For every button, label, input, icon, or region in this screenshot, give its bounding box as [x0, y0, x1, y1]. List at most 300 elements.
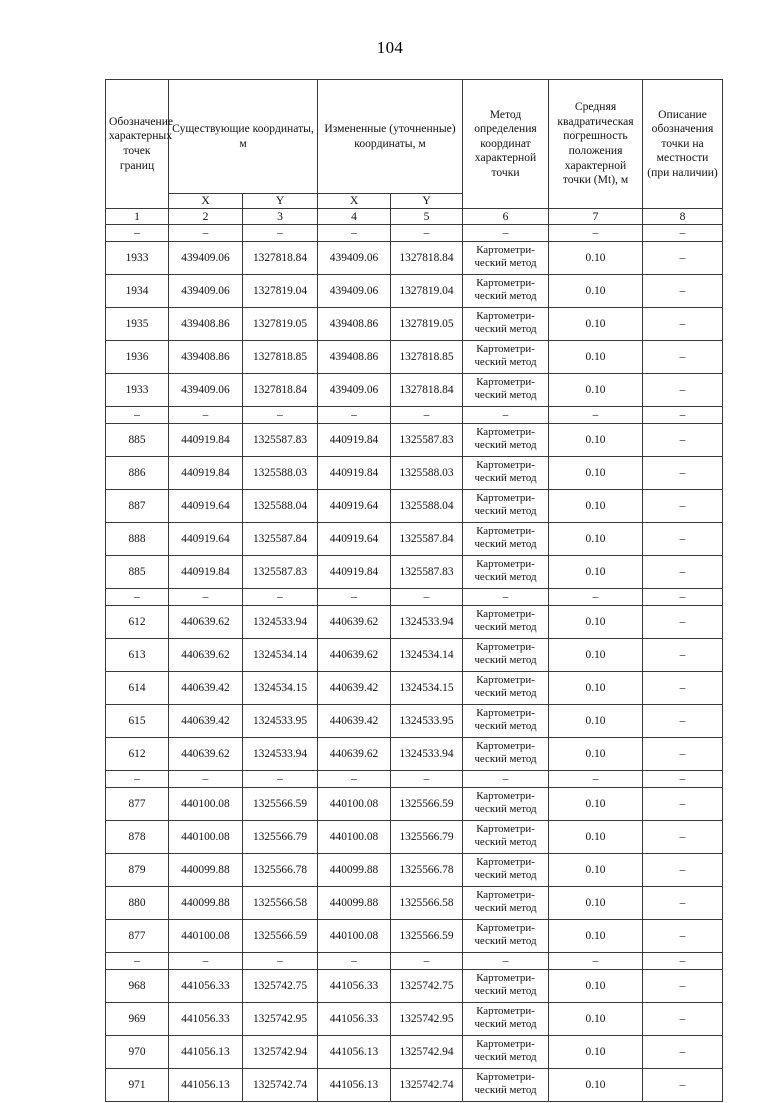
method-line-1: Картометри- — [476, 707, 535, 719]
cell-mean-square-error: 0.10 — [549, 490, 643, 523]
cell-point-description: – — [643, 556, 723, 589]
table-separator-row — [106, 225, 723, 242]
cell-changed-x: 440100.08 — [318, 821, 391, 854]
dash-mark: – — [423, 591, 430, 603]
cell-changed-x: 440639.42 — [318, 705, 391, 738]
cell-mean-square-error: 0.10 — [549, 556, 643, 589]
dash-mark: – — [502, 773, 509, 785]
header-changed-x: X — [318, 194, 391, 209]
dash-mark: – — [423, 409, 430, 421]
cell-point-number: 613 — [106, 639, 169, 672]
cell-changed-x: 440919.64 — [318, 523, 391, 556]
method-line-2: ческий метод — [474, 935, 537, 948]
table-row — [106, 1036, 723, 1069]
cell-determination-method — [463, 738, 549, 771]
cell-point-description: – — [643, 738, 723, 771]
method-line-2: ческий метод — [474, 290, 537, 303]
cell-changed-y: 1324533.94 — [391, 738, 463, 771]
separator-cell — [643, 589, 723, 606]
cell-mean-square-error: 0.10 — [549, 1036, 643, 1069]
cell-changed-y: 1325742.75 — [391, 970, 463, 1003]
cell-determination-method — [463, 606, 549, 639]
header-changed-y: Y — [391, 194, 463, 209]
column-number-8: 8 — [643, 209, 723, 225]
cell-changed-y: 1325566.59 — [391, 920, 463, 953]
separator-cell — [243, 407, 318, 424]
cell-determination-method — [463, 523, 549, 556]
cell-existing-y: 1325588.04 — [243, 490, 318, 523]
method-line-2: ческий метод — [474, 1018, 537, 1031]
cell-point-description: – — [643, 341, 723, 374]
coordinates-table-container — [105, 79, 722, 1102]
dash-mark: – — [134, 591, 140, 603]
cell-point-number: 969 — [106, 1003, 169, 1036]
table-row — [106, 854, 723, 887]
header-existing-y: Y — [243, 194, 318, 209]
dash-mark: – — [351, 955, 357, 967]
cell-mean-square-error: 0.10 — [549, 705, 643, 738]
separator-cell — [318, 953, 391, 970]
dash-mark: – — [502, 955, 509, 967]
cell-determination-method — [463, 1003, 549, 1036]
cell-changed-y: 1325587.83 — [391, 556, 463, 589]
dash-mark: – — [202, 409, 209, 421]
cell-existing-x: 440919.64 — [169, 523, 243, 556]
cell-changed-x: 441056.33 — [318, 1003, 391, 1036]
cell-existing-y: 1325587.83 — [243, 424, 318, 457]
separator-cell — [463, 953, 549, 970]
method-line-2: ческий метод — [474, 753, 537, 766]
method-line-1: Картометри- — [476, 310, 535, 322]
separator-cell — [243, 771, 318, 788]
dash-mark: – — [134, 955, 140, 967]
table-row — [106, 1003, 723, 1036]
table-row — [106, 788, 723, 821]
method-line-1: Картометри- — [476, 1071, 535, 1083]
cell-existing-y: 1324533.94 — [243, 738, 318, 771]
dash-mark: – — [502, 227, 509, 239]
cell-determination-method — [463, 1036, 549, 1069]
table-row — [106, 970, 723, 1003]
method-line-2: ческий метод — [474, 439, 537, 452]
separator-cell — [106, 953, 169, 970]
cell-mean-square-error: 0.10 — [549, 1003, 643, 1036]
cell-mean-square-error: 0.10 — [549, 606, 643, 639]
cell-determination-method — [463, 788, 549, 821]
method-line-1: Картометри- — [476, 674, 535, 686]
cell-point-description: – — [643, 705, 723, 738]
cell-changed-y: 1325566.79 — [391, 821, 463, 854]
cell-point-description: – — [643, 275, 723, 308]
cell-existing-y: 1327818.85 — [243, 341, 318, 374]
cell-mean-square-error: 0.10 — [549, 1069, 643, 1102]
cell-existing-y: 1325566.58 — [243, 887, 318, 920]
dash-mark: – — [679, 591, 686, 603]
method-line-2: ческий метод — [474, 356, 537, 369]
method-line-2: ческий метод — [474, 472, 537, 485]
cell-existing-x: 440919.84 — [169, 457, 243, 490]
cell-determination-method — [463, 672, 549, 705]
cell-changed-y: 1325587.83 — [391, 424, 463, 457]
separator-cell — [169, 771, 243, 788]
cell-point-description: – — [643, 490, 723, 523]
cell-determination-method — [463, 854, 549, 887]
cell-mean-square-error: 0.10 — [549, 523, 643, 556]
cell-existing-y: 1327818.84 — [243, 374, 318, 407]
cell-changed-y: 1325742.95 — [391, 1003, 463, 1036]
dash-mark: – — [592, 591, 599, 603]
cell-changed-y: 1327819.04 — [391, 275, 463, 308]
method-line-1: Картометри- — [476, 740, 535, 752]
page-number: 104 — [376, 38, 404, 57]
separator-cell — [169, 407, 243, 424]
dash-mark: – — [502, 409, 509, 421]
cell-point-number: 1935 — [106, 308, 169, 341]
cell-existing-x: 440639.42 — [169, 705, 243, 738]
cell-existing-y: 1327819.05 — [243, 308, 318, 341]
separator-cell — [106, 407, 169, 424]
cell-changed-y: 1325566.78 — [391, 854, 463, 887]
dash-mark: – — [351, 227, 357, 239]
dash-mark: – — [502, 591, 509, 603]
separator-cell — [318, 771, 391, 788]
cell-changed-y: 1325566.59 — [391, 788, 463, 821]
cell-existing-y: 1325566.59 — [243, 788, 318, 821]
cell-changed-y: 1324533.94 — [391, 606, 463, 639]
method-line-1: Картометри- — [476, 856, 535, 868]
cell-changed-y: 1325566.58 — [391, 887, 463, 920]
cell-existing-x: 441056.33 — [169, 970, 243, 1003]
cell-existing-x: 440099.88 — [169, 887, 243, 920]
separator-cell — [643, 225, 723, 242]
method-line-1: Картометри- — [476, 277, 535, 289]
cell-mean-square-error: 0.10 — [549, 887, 643, 920]
header-determination-method-text: Метод определения координат характерной точки — [474, 107, 537, 179]
separator-cell — [643, 953, 723, 970]
separator-cell — [549, 225, 643, 242]
cell-changed-x: 440100.08 — [318, 788, 391, 821]
dash-mark: – — [592, 227, 599, 239]
cell-mean-square-error: 0.10 — [549, 672, 643, 705]
cell-existing-y: 1327818.84 — [243, 242, 318, 275]
header-row-groups — [106, 80, 723, 194]
separator-cell — [243, 589, 318, 606]
dash-mark: – — [202, 591, 209, 603]
cell-determination-method — [463, 374, 549, 407]
cell-changed-y: 1325742.74 — [391, 1069, 463, 1102]
method-line-2: ческий метод — [474, 389, 537, 402]
cell-determination-method — [463, 242, 549, 275]
cell-point-number: 971 — [106, 1069, 169, 1102]
table-row — [106, 374, 723, 407]
cell-determination-method — [463, 457, 549, 490]
column-number-2: 2 — [169, 209, 243, 225]
separator-cell — [106, 589, 169, 606]
cell-determination-method — [463, 639, 549, 672]
column-number-5: 5 — [391, 209, 463, 225]
table-separator-row — [106, 771, 723, 788]
cell-point-number: 887 — [106, 490, 169, 523]
cell-changed-y: 1324534.14 — [391, 639, 463, 672]
method-line-2: ческий метод — [474, 1051, 537, 1064]
method-line-2: ческий метод — [474, 803, 537, 816]
separator-cell — [391, 225, 463, 242]
dash-mark: – — [679, 773, 686, 785]
method-line-1: Картометри- — [476, 558, 535, 570]
dash-mark: – — [592, 409, 599, 421]
cell-existing-x: 440639.62 — [169, 738, 243, 771]
cell-point-description: – — [643, 639, 723, 672]
dash-mark: – — [679, 955, 686, 967]
separator-cell — [463, 589, 549, 606]
cell-changed-y: 1327819.05 — [391, 308, 463, 341]
cell-changed-x: 440919.84 — [318, 457, 391, 490]
cell-mean-square-error: 0.10 — [549, 242, 643, 275]
cell-changed-x: 439409.06 — [318, 242, 391, 275]
column-number-7: 7 — [549, 209, 643, 225]
cell-point-number: 968 — [106, 970, 169, 1003]
cell-existing-x: 440919.64 — [169, 490, 243, 523]
column-number-4: 4 — [318, 209, 391, 225]
cell-determination-method — [463, 887, 549, 920]
column-number-6: 6 — [463, 209, 549, 225]
cell-point-number: 1933 — [106, 374, 169, 407]
dash-mark: – — [277, 955, 283, 967]
cell-existing-x: 440919.84 — [169, 556, 243, 589]
separator-cell — [243, 953, 318, 970]
separator-cell — [463, 225, 549, 242]
dash-mark: – — [202, 227, 209, 239]
method-line-2: ческий метод — [474, 836, 537, 849]
header-changed-coordinates — [318, 80, 463, 194]
cell-determination-method — [463, 490, 549, 523]
cell-existing-y: 1325587.84 — [243, 523, 318, 556]
column-number-1: 1 — [106, 209, 169, 225]
cell-point-number: 877 — [106, 788, 169, 821]
cell-determination-method — [463, 970, 549, 1003]
header-point-designation — [106, 80, 174, 209]
method-line-2: ческий метод — [474, 621, 537, 634]
cell-changed-y: 1325742.94 — [391, 1036, 463, 1069]
cell-point-description: – — [643, 821, 723, 854]
method-line-2: ческий метод — [474, 985, 537, 998]
dash-mark: – — [202, 955, 209, 967]
table-header — [106, 80, 723, 225]
table-row — [106, 490, 723, 523]
method-line-2: ческий метод — [474, 505, 537, 518]
cell-point-description: – — [643, 374, 723, 407]
table-row — [106, 606, 723, 639]
header-mean-square-error-text: Средняя квадратическая погрешность положения характерной точки (Mt), м — [557, 100, 634, 187]
separator-cell — [391, 953, 463, 970]
cell-point-number: 614 — [106, 672, 169, 705]
separator-cell — [549, 589, 643, 606]
cell-changed-y: 1324533.95 — [391, 705, 463, 738]
cell-existing-x: 440639.62 — [169, 639, 243, 672]
cell-point-description: – — [643, 424, 723, 457]
separator-cell — [391, 771, 463, 788]
dash-mark: – — [679, 409, 686, 421]
method-line-2: ческий метод — [474, 902, 537, 915]
cell-mean-square-error: 0.10 — [549, 821, 643, 854]
header-determination-method — [463, 80, 549, 209]
dash-mark: – — [592, 773, 599, 785]
separator-cell — [106, 771, 169, 788]
separator-cell — [549, 771, 643, 788]
method-line-2: ческий метод — [474, 1084, 537, 1097]
separator-cell — [318, 589, 391, 606]
cell-changed-y: 1324534.15 — [391, 672, 463, 705]
cell-existing-y: 1325742.94 — [243, 1036, 318, 1069]
header-changed-coordinates-text: Измененные (уточненные) координаты, м — [324, 121, 456, 150]
table-row — [106, 821, 723, 854]
dash-mark: – — [134, 227, 140, 239]
dash-mark: – — [592, 955, 599, 967]
cell-mean-square-error: 0.10 — [549, 308, 643, 341]
cell-determination-method — [463, 308, 549, 341]
cell-point-description: – — [643, 457, 723, 490]
header-mean-square-error — [549, 80, 643, 209]
dash-mark: – — [202, 773, 209, 785]
cell-changed-x: 439409.06 — [318, 275, 391, 308]
cell-existing-y: 1325588.03 — [243, 457, 318, 490]
cell-changed-x: 441056.33 — [318, 970, 391, 1003]
cell-changed-x: 439408.86 — [318, 341, 391, 374]
header-existing-coordinates — [169, 80, 318, 194]
table-row — [106, 672, 723, 705]
cell-existing-x: 440100.08 — [169, 821, 243, 854]
cell-mean-square-error: 0.10 — [549, 788, 643, 821]
cell-point-description: – — [643, 672, 723, 705]
cell-existing-y: 1324534.15 — [243, 672, 318, 705]
dash-mark: – — [423, 955, 430, 967]
header-existing-x: X — [169, 194, 243, 209]
method-line-2: ческий метод — [474, 538, 537, 551]
method-line-1: Картометри- — [476, 426, 535, 438]
dash-mark: – — [679, 227, 686, 239]
method-line-1: Картометри- — [476, 343, 535, 355]
cell-point-description: – — [643, 308, 723, 341]
cell-determination-method — [463, 1069, 549, 1102]
cell-changed-x: 440099.88 — [318, 854, 391, 887]
cell-mean-square-error: 0.10 — [549, 854, 643, 887]
cell-changed-y: 1325588.04 — [391, 490, 463, 523]
dash-mark: – — [277, 227, 283, 239]
cell-existing-x: 440100.08 — [169, 920, 243, 953]
cell-existing-y: 1324533.94 — [243, 606, 318, 639]
table-body — [106, 225, 723, 1102]
separator-cell — [106, 225, 169, 242]
table-row — [106, 920, 723, 953]
cell-point-description: – — [643, 1036, 723, 1069]
cell-point-description: – — [643, 1003, 723, 1036]
cell-changed-y: 1327818.85 — [391, 341, 463, 374]
method-line-2: ческий метод — [474, 571, 537, 584]
cell-existing-x: 441056.13 — [169, 1036, 243, 1069]
cell-existing-x: 439409.06 — [169, 374, 243, 407]
cell-existing-y: 1325566.59 — [243, 920, 318, 953]
separator-cell — [243, 225, 318, 242]
separator-cell — [549, 407, 643, 424]
cell-changed-x: 441056.13 — [318, 1069, 391, 1102]
table-row — [106, 639, 723, 672]
cell-mean-square-error: 0.10 — [549, 738, 643, 771]
cell-determination-method — [463, 341, 549, 374]
method-line-1: Картометри- — [476, 1005, 535, 1017]
dash-mark: – — [134, 773, 140, 785]
cell-existing-y: 1325742.74 — [243, 1069, 318, 1102]
cell-point-number: 879 — [106, 854, 169, 887]
cell-point-number: 877 — [106, 920, 169, 953]
method-line-1: Картометри- — [476, 376, 535, 388]
cell-existing-y: 1324534.14 — [243, 639, 318, 672]
table-row — [106, 242, 723, 275]
cell-existing-x: 439409.06 — [169, 275, 243, 308]
header-existing-coordinates-text: Существующие координаты, м — [172, 121, 314, 150]
cell-existing-x: 439408.86 — [169, 308, 243, 341]
cell-point-number: 885 — [106, 424, 169, 457]
cell-point-number: 885 — [106, 556, 169, 589]
separator-cell — [169, 589, 243, 606]
cell-point-number: 886 — [106, 457, 169, 490]
cell-determination-method — [463, 821, 549, 854]
cell-existing-y: 1325566.78 — [243, 854, 318, 887]
method-line-1: Картометри- — [476, 641, 535, 653]
cell-mean-square-error: 0.10 — [549, 970, 643, 1003]
method-line-2: ческий метод — [474, 257, 537, 270]
dash-mark: – — [277, 773, 283, 785]
method-line-1: Картометри- — [476, 889, 535, 901]
method-line-1: Картометри- — [476, 972, 535, 984]
dash-mark: – — [277, 591, 283, 603]
method-line-2: ческий метод — [474, 654, 537, 667]
cell-mean-square-error: 0.10 — [549, 424, 643, 457]
cell-point-number: 970 — [106, 1036, 169, 1069]
table-row — [106, 738, 723, 771]
cell-point-number: 1933 — [106, 242, 169, 275]
header-row-numbering — [106, 209, 723, 225]
cell-point-description: – — [643, 920, 723, 953]
cell-changed-x: 440099.88 — [318, 887, 391, 920]
method-line-1: Картометри- — [476, 790, 535, 802]
cell-changed-x: 440639.62 — [318, 738, 391, 771]
cell-point-number: 880 — [106, 887, 169, 920]
cell-point-number: 1936 — [106, 341, 169, 374]
method-line-1: Картометри- — [476, 459, 535, 471]
table-row — [106, 523, 723, 556]
cell-point-number: 612 — [106, 738, 169, 771]
cell-point-description: – — [643, 887, 723, 920]
cell-determination-method — [463, 556, 549, 589]
cell-changed-y: 1325588.03 — [391, 457, 463, 490]
method-line-2: ческий метод — [474, 869, 537, 882]
method-line-1: Картометри- — [476, 1038, 535, 1050]
cell-existing-y: 1327819.04 — [243, 275, 318, 308]
cell-mean-square-error: 0.10 — [549, 639, 643, 672]
table-separator-row — [106, 953, 723, 970]
method-line-1: Картометри- — [476, 823, 535, 835]
cell-existing-x: 441056.33 — [169, 1003, 243, 1036]
cell-changed-y: 1325587.84 — [391, 523, 463, 556]
method-line-2: ческий метод — [474, 720, 537, 733]
dash-mark: – — [423, 773, 430, 785]
cell-changed-x: 440639.42 — [318, 672, 391, 705]
cell-existing-x: 440099.88 — [169, 854, 243, 887]
dash-mark: – — [277, 409, 283, 421]
cell-mean-square-error: 0.10 — [549, 374, 643, 407]
table-row — [106, 308, 723, 341]
separator-cell — [549, 953, 643, 970]
